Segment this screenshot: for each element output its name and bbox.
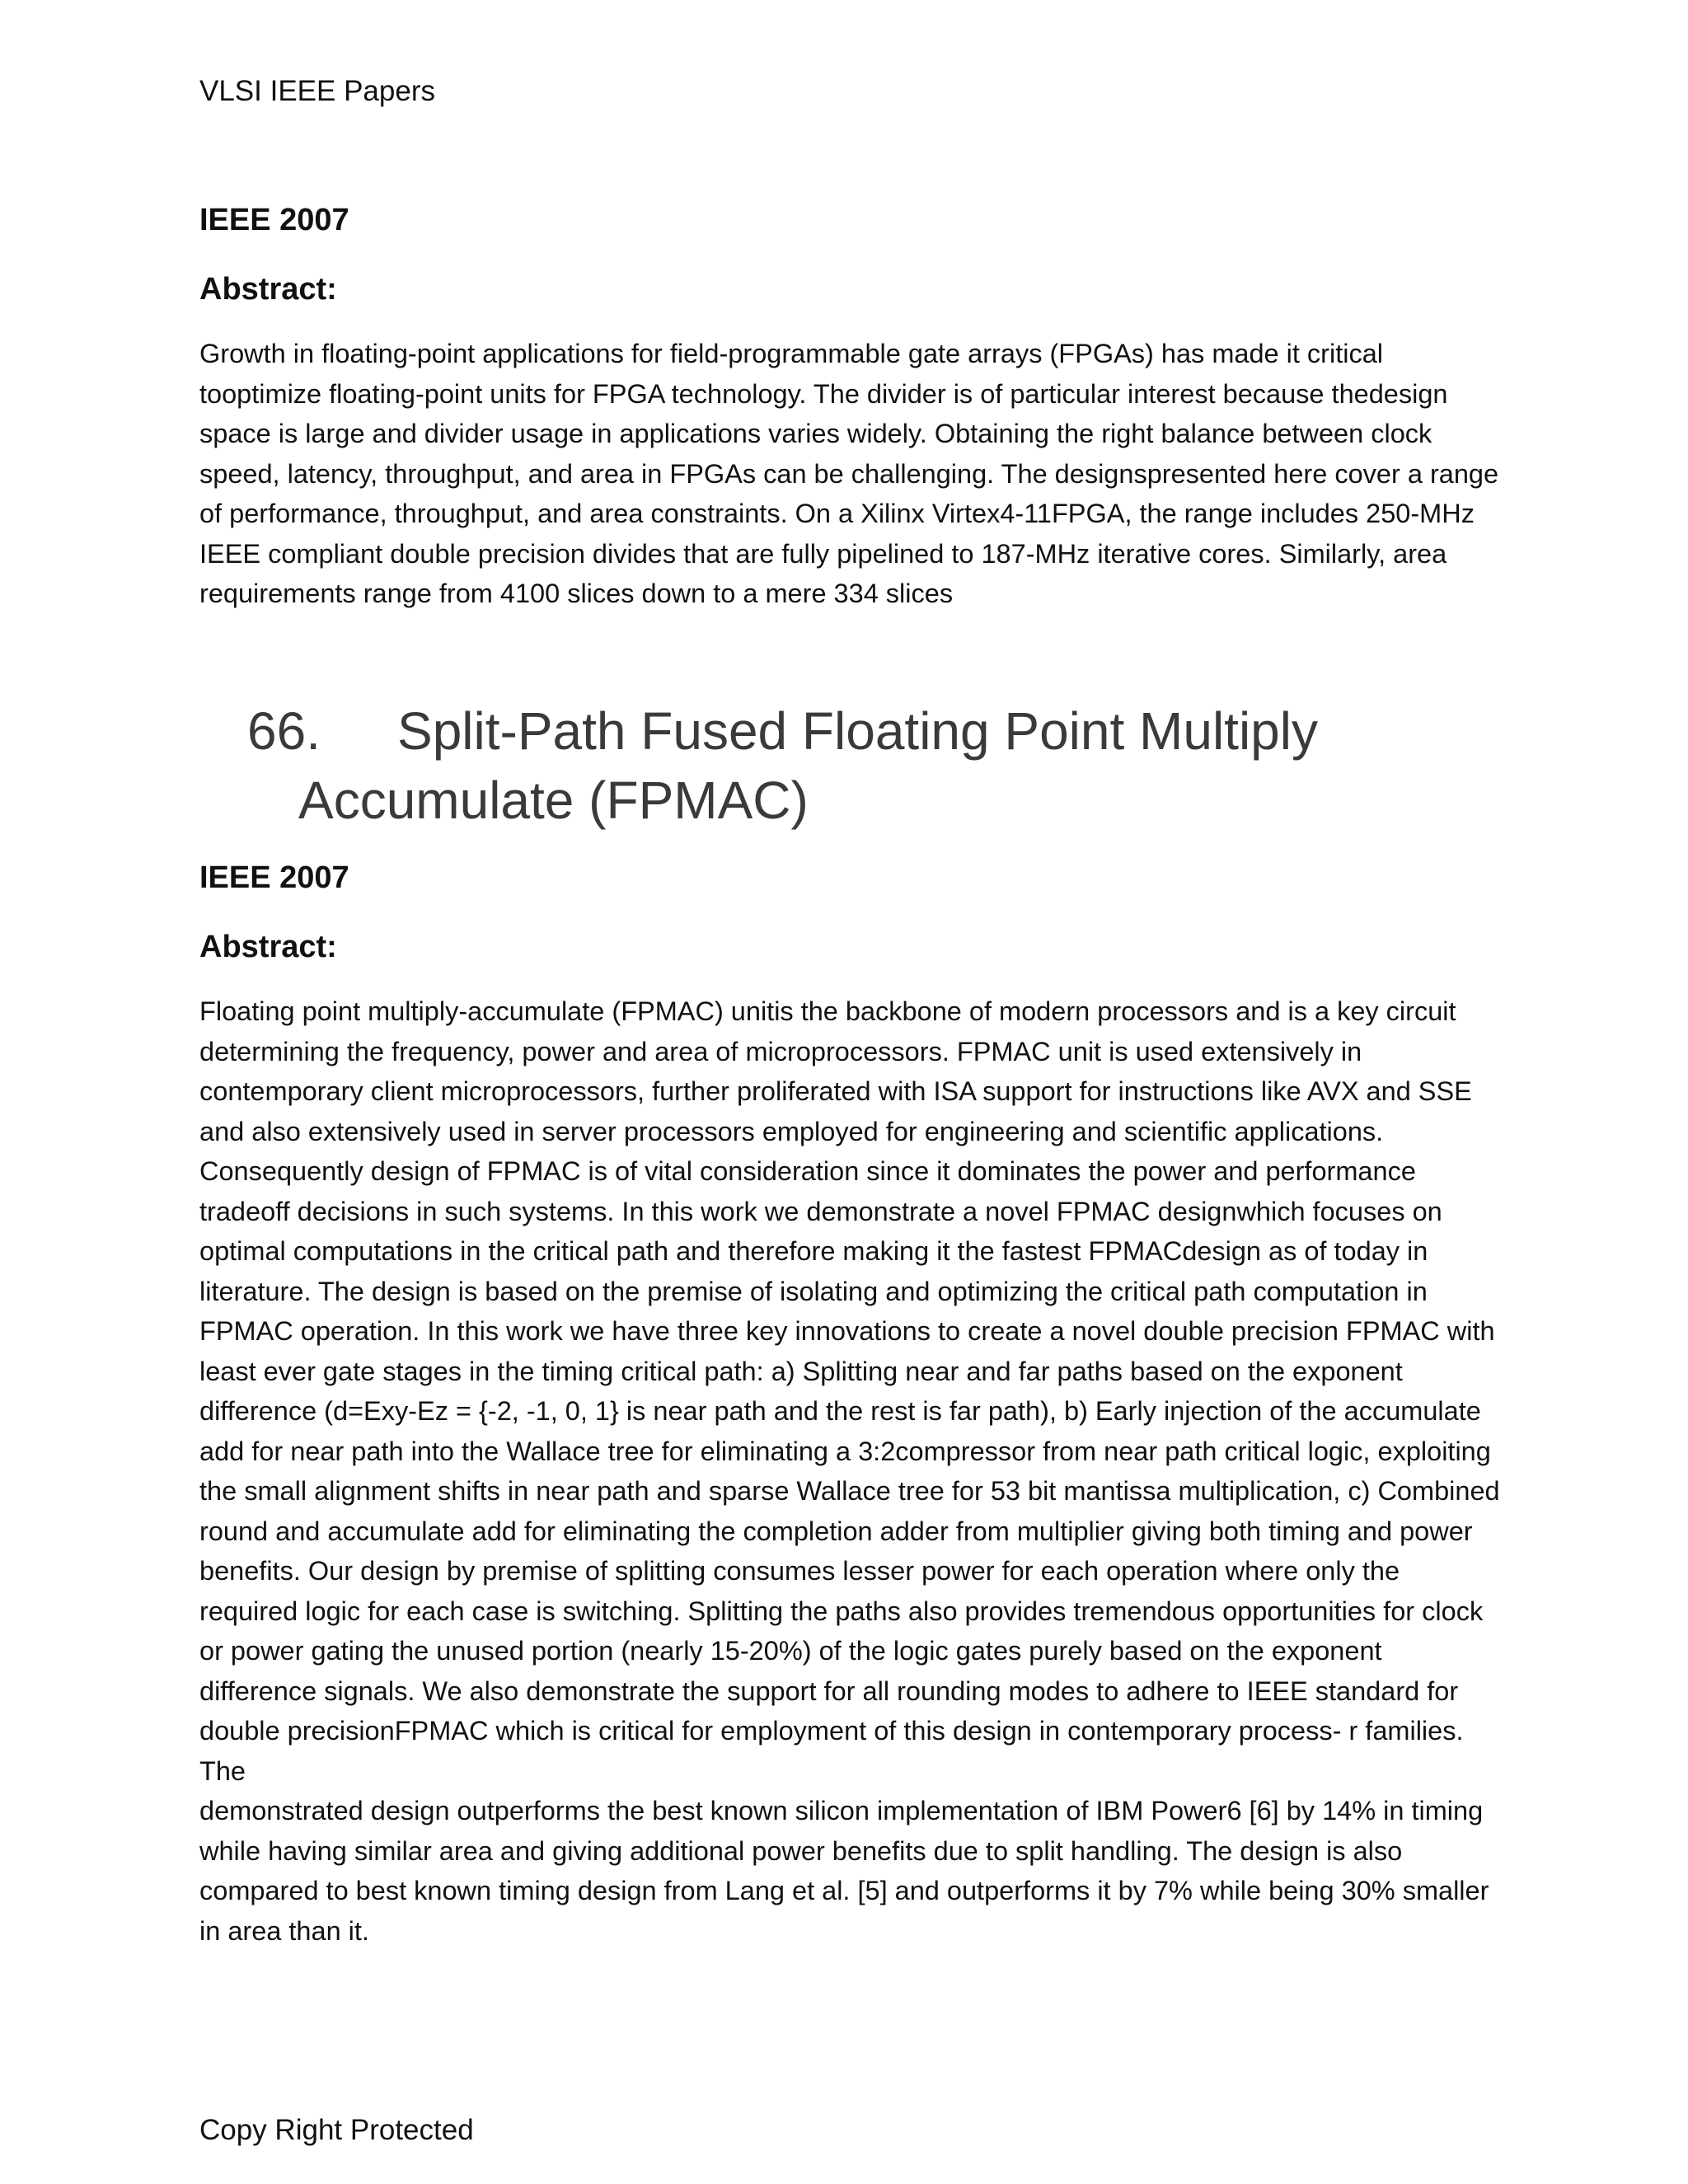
abstract-text-part-1: Floating point multiply-accumulate (FPMAC) unitis the backbone of modern processors and is a key circuit determining the frequency, power and area of microprocessors. FPMAC unit is used extensively in contemporary client microprocessors, further proliferated with ISA support for instructions like AVX and SSE and also extensively used in server processors employed for engineering and scientific applications. Consequently design of FPMAC is of vital consideration since it dominates the power and performance tradeoff decisions in such systems. In this work we demonstrate a novel FPMAC designwhich focuses on optimal computations in the critical path and therefore making it the fastest FPMACdesign as of today in literature. The design is based on the premise of isolating and optimizing the critical path computation in FPMAC operation. In this work we have three key innovations to create a novel double precision FPMAC with least ever gate stages in the timing critical path: a) Splitting near and far paths based on the exponent difference (d=Exy-Ez = {-2, -1, 0, 1} is near path and the rest is far path), b) Early injection of the accumulate add for near path into the Wallace tree for eliminating a 3:2compressor from near path critical logic, exploiting the small alignment shifts in near path and sparse Wallace tree for 53 bit mantissa multiplication, c) Combined round and accumulate add for eliminating the completion adder from multiplier giving both timing and power benefits. Our design by premise of splitting consumes lesser power for each operation where only the required logic for each case is switching. Splitting the paths also provides tremendous opportunities for clock or power gating the unused portion (nearly 15-20%) of the logic gates purely based on the exponent difference signals. We also demonstrate the support for all rounding modes to adhere to IEEE standard for double precisionFPMAC which is critical for employment of this design in contemporary process- r families. The <box>199 996 1500 1786</box>
abstract-text-part-2: demonstrated design outperforms the best known silicon implementation of IBM Power6 [6] by 14% in timing while having similar area and giving additional power benefits due to split handling. The design is also compared to best known timing design from Lang et al. [5] and outperforms it by 7% while being 30% smaller in area than it. <box>199 1796 1489 1946</box>
abstract-heading: Abstract: <box>199 930 337 964</box>
paper-title-text-1: Split-Path Fused Floating Point Multiply <box>397 701 1318 761</box>
venue-label: IEEE 2007 <box>199 860 349 895</box>
paper-title-line-2: Accumulate (FPMAC) <box>298 771 809 830</box>
venue-label: IEEE 2007 <box>199 203 349 237</box>
page-footer: Copy Right Protected <box>199 2114 474 2146</box>
page-header: VLSI IEEE Papers <box>199 75 435 107</box>
paper-number: 66. <box>247 701 321 761</box>
paper-entry-1 <box>199 199 1502 241</box>
paper-entry-2-abstract-wrap <box>199 991 1502 1951</box>
paper-entry-2-abstract-label-wrap <box>199 926 1502 968</box>
paper-entry-1-abstract-label-wrap <box>199 269 1502 310</box>
paper-title-66 <box>247 696 1484 835</box>
abstract-text: Growth in floating-point applications for field-programmable gate arrays (FPGAs) has made it critical tooptimize floating-point units for FPGA technology. The divider is of particular interest because thedesign space is large and divider usage in applications varies widely. Obtaining the right balance between clock speed, latency, throughput, and area in FPGAs can be challenging. The designspresented here cover a range of performance, throughput, and area constraints. On a Xilinx Virtex4-11FPGA, the range includes 250-MHz IEEE compliant double precision divides that are fully pipelined to 187-MHz iterative cores. Similarly, area requirements range from 4100 slices down to a mere 334 slices <box>199 339 1499 608</box>
paper-entry-2 <box>199 857 1502 898</box>
paper-title-line-1 <box>247 696 1484 766</box>
paper-entry-1-abstract-wrap <box>199 334 1502 614</box>
abstract-heading: Abstract: <box>199 272 337 307</box>
